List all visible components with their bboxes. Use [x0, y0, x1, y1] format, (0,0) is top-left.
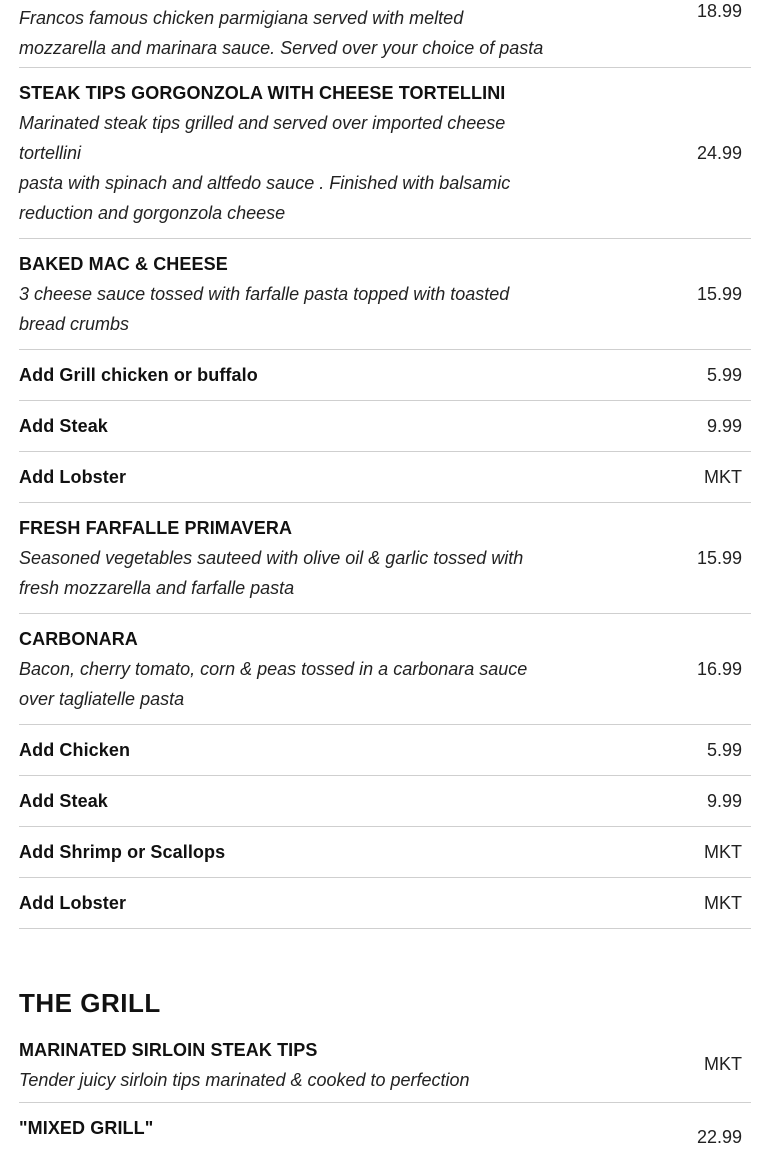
menu-item — [19, 350, 751, 401]
menu-item — [19, 725, 751, 776]
item-name: BAKED MAC & CHEESE — [19, 254, 228, 274]
menu-item — [19, 503, 751, 614]
item-price: MKT — [704, 466, 742, 487]
section-title: THE GRILL — [19, 988, 161, 1018]
menu-item — [19, 1103, 751, 1163]
item-price: 9.99 — [706, 415, 742, 436]
item-name: STEAK TIPS GORGONZOLA WITH CHEESE TORTELLINI — [19, 83, 506, 103]
menu-item — [19, 0, 751, 68]
menu-item — [19, 776, 751, 827]
item-name: Add Shrimp or Scallops — [19, 842, 226, 862]
menu-item — [19, 68, 751, 239]
item-price: MKT — [704, 1054, 742, 1074]
menu-item — [19, 614, 751, 725]
item-description: Francos famous chicken parmigiana served with melted mozzarella and marinara sauce. Served over your choice of pasta — [19, 8, 544, 58]
item-price: 24.99 — [696, 142, 742, 163]
item-price: 16.99 — [696, 658, 742, 679]
item-name: Add Grill chicken or buffalo — [19, 365, 258, 385]
item-description: Seasoned vegetables sauteed with olive oil & garlic tossed with fresh mozzarella and farfalle pasta — [19, 548, 524, 598]
item-name: Add Steak — [19, 416, 108, 436]
item-price: 15.99 — [696, 283, 742, 304]
menu-item — [19, 452, 751, 503]
item-price: 5.99 — [706, 739, 742, 760]
item-name: "MIXED GRILL" — [19, 1118, 154, 1138]
item-price: 5.99 — [706, 364, 742, 385]
menu-item — [19, 878, 751, 929]
item-description: Tender juicy sirloin tips marinated & cooked to perfection — [19, 1069, 470, 1090]
item-price: MKT — [704, 841, 742, 862]
item-description: Bacon, cherry tomato, corn & peas tossed in a carbonara sauce over tagliatelle pasta — [19, 659, 528, 709]
item-name: MARINATED SIRLOIN STEAK TIPS — [19, 1039, 318, 1060]
menu-item — [19, 239, 751, 350]
item-price: 9.99 — [706, 790, 742, 811]
menu-item — [19, 401, 751, 452]
item-name: Add Lobster — [19, 893, 127, 913]
menu-page — [19, 0, 751, 1163]
item-name: CARBONARA — [19, 629, 138, 649]
item-price: MKT — [704, 892, 742, 913]
menu-item — [19, 827, 751, 878]
item-name: FRESH FARFALLE PRIMAVERA — [19, 518, 293, 538]
item-description: 3 cheese sauce tossed with farfalle pasta topped with toasted bread crumbs — [19, 284, 510, 334]
item-name: Add Chicken — [19, 740, 131, 760]
item-name: Add Steak — [19, 791, 108, 811]
item-description: Marinated steak tips grilled and served over imported cheese tortellini pasta with spinach and altfedo sauce . Finished with balsamic reduction and gorgonzola cheese — [19, 113, 511, 223]
item-price: 22.99 — [696, 1127, 742, 1147]
item-price: 18.99 — [696, 1, 742, 21]
menu-item — [19, 1024, 751, 1103]
item-price: 15.99 — [696, 547, 742, 568]
item-name: Add Lobster — [19, 467, 127, 487]
